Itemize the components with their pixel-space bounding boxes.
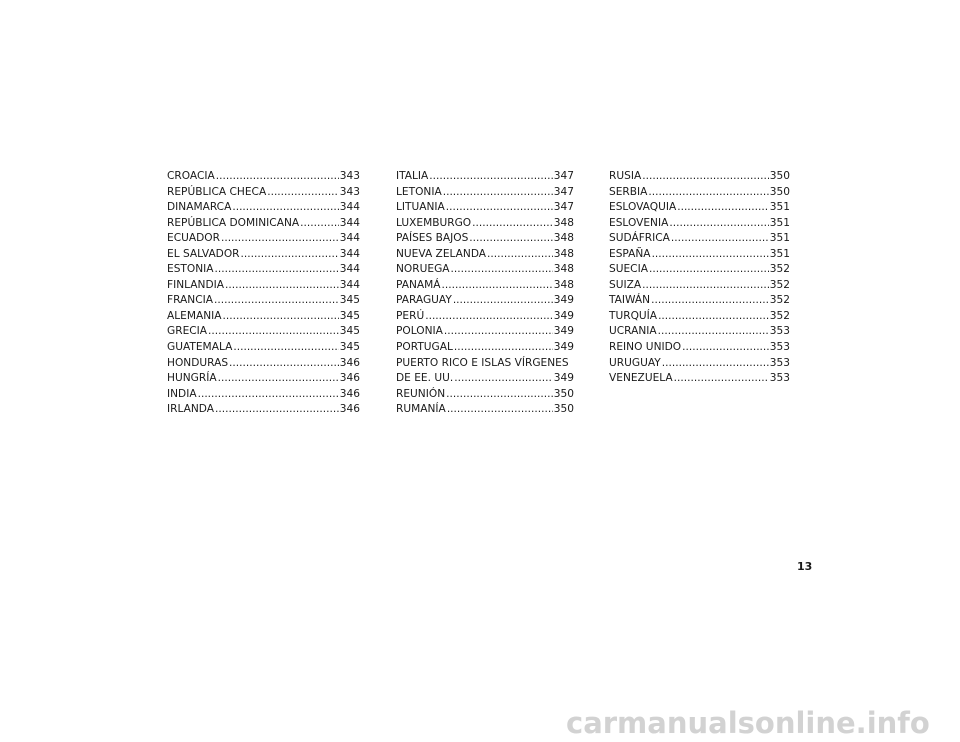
index-entry-page: 352 bbox=[769, 263, 790, 276]
dot-leader bbox=[233, 340, 338, 356]
index-entry-name: REINO UNIDO bbox=[609, 341, 682, 354]
index-entry bbox=[167, 216, 360, 232]
index-entry-page: 344 bbox=[339, 263, 360, 276]
index-column-1 bbox=[167, 169, 360, 418]
dot-leader bbox=[677, 200, 769, 216]
index-entry-name: FRANCIA bbox=[167, 294, 213, 307]
index-entry bbox=[167, 169, 360, 185]
dot-leader bbox=[208, 324, 339, 340]
index-entry bbox=[167, 356, 360, 372]
index-entry-page: 347 bbox=[553, 201, 574, 214]
index-entry-page: 346 bbox=[339, 372, 360, 385]
index-entry-page: 353 bbox=[769, 325, 790, 338]
index-entry bbox=[167, 293, 360, 309]
index-entry-name: TAIWÁN bbox=[609, 294, 651, 307]
dot-leader bbox=[218, 371, 339, 387]
dot-leader bbox=[454, 340, 553, 356]
index-entry-page: 353 bbox=[769, 341, 790, 354]
index-entry-page: 353 bbox=[769, 356, 790, 369]
index-entry-page: 349 bbox=[553, 294, 574, 307]
index-entry-name: REUNIÓN bbox=[396, 387, 446, 400]
dot-leader bbox=[446, 200, 553, 216]
index-entry-page: 352 bbox=[769, 294, 790, 307]
index-entry bbox=[167, 387, 360, 403]
index-entry-page: 347 bbox=[553, 185, 574, 198]
dot-leader bbox=[658, 324, 769, 340]
index-entry-name: DE EE. UU. bbox=[396, 372, 454, 385]
index-entry-name: SERBIA bbox=[609, 185, 648, 198]
index-entry-page: 350 bbox=[553, 403, 574, 416]
index-entry bbox=[609, 278, 790, 294]
page-number: 13 bbox=[797, 560, 813, 573]
index-entry-page: 348 bbox=[553, 232, 574, 245]
dot-leader bbox=[649, 262, 769, 278]
index-entry-name: SUECIA bbox=[609, 263, 648, 276]
index-entry-name: INDIA bbox=[167, 387, 197, 400]
index-entry-name: GRECIA bbox=[167, 325, 208, 338]
dot-leader bbox=[241, 247, 339, 263]
dot-leader bbox=[446, 387, 553, 403]
index-entry bbox=[396, 231, 574, 247]
index-entry bbox=[167, 309, 360, 325]
index-entry-name: URUGUAY bbox=[609, 356, 661, 369]
index-entry bbox=[396, 185, 574, 201]
dot-leader bbox=[267, 185, 339, 201]
index-entry-name: ITALIA bbox=[396, 170, 429, 182]
index-entry-name: REPÚBLICA DOMINICANA bbox=[167, 216, 300, 229]
index-entry-name: IRLANDA bbox=[167, 403, 215, 416]
index-entry bbox=[396, 309, 574, 325]
index-entry-page: 350 bbox=[769, 185, 790, 198]
index-entry-name: ECUADOR bbox=[167, 232, 220, 245]
index-entry bbox=[167, 262, 360, 278]
dot-leader bbox=[453, 293, 553, 309]
index-entry-name: RUMANÍA bbox=[396, 403, 446, 416]
index-entry-name: HUNGRÍA bbox=[167, 372, 217, 385]
dot-leader bbox=[674, 371, 769, 387]
dot-leader bbox=[658, 309, 769, 325]
dot-leader bbox=[642, 169, 769, 185]
index-entry-name: PORTUGAL bbox=[396, 341, 453, 354]
dot-leader bbox=[425, 309, 553, 325]
dot-leader bbox=[469, 231, 552, 247]
index-entry-page: 346 bbox=[339, 403, 360, 416]
index-entry-page: 344 bbox=[339, 247, 360, 260]
dot-leader bbox=[682, 340, 769, 356]
index-entry bbox=[609, 200, 790, 216]
dot-leader bbox=[229, 356, 339, 372]
index-entry-name: FINLANDIA bbox=[167, 278, 224, 291]
dot-leader bbox=[214, 293, 339, 309]
index-entry-name: PUERTO RICO E ISLAS VÍRGENES bbox=[396, 356, 569, 369]
dot-leader bbox=[454, 371, 553, 387]
dot-leader bbox=[652, 247, 769, 263]
index-entry-page: 346 bbox=[339, 387, 360, 400]
index-entry-name: RUSIA bbox=[609, 170, 642, 182]
index-entry bbox=[396, 387, 574, 403]
dot-leader bbox=[671, 231, 769, 247]
dot-leader bbox=[216, 169, 339, 185]
index-entry-name: PERÚ bbox=[396, 309, 425, 322]
index-entry-page: 351 bbox=[769, 247, 790, 260]
index-entry bbox=[609, 247, 790, 263]
index-column-3 bbox=[609, 169, 790, 387]
index-entry-page: 349 bbox=[553, 325, 574, 338]
index-entry-name: VENEZUELA bbox=[609, 372, 673, 385]
dot-leader bbox=[648, 185, 768, 201]
index-entry-name: GUATEMALA bbox=[167, 341, 233, 354]
index-entry bbox=[609, 371, 790, 387]
index-entry-page: 349 bbox=[553, 309, 574, 322]
index-entry bbox=[609, 356, 790, 372]
index-entry bbox=[609, 169, 790, 185]
dot-leader bbox=[215, 262, 339, 278]
dot-leader bbox=[223, 309, 339, 325]
index-entry bbox=[609, 262, 790, 278]
index-entry-page: 351 bbox=[769, 201, 790, 214]
index-entry bbox=[167, 278, 360, 294]
index-entry-page: 350 bbox=[553, 387, 574, 400]
index-entry-name: ESTONIA bbox=[167, 263, 214, 276]
dot-leader bbox=[429, 169, 552, 185]
index-entry bbox=[396, 247, 574, 263]
index-entry bbox=[396, 340, 574, 356]
index-entry bbox=[396, 293, 574, 309]
dot-leader bbox=[300, 216, 339, 232]
index-entry-page: 344 bbox=[339, 201, 360, 214]
index-entry-page: 351 bbox=[769, 232, 790, 245]
index-entry-name: DINAMARCA bbox=[167, 201, 232, 214]
index-entry-page: 350 bbox=[769, 170, 790, 182]
index-entry-name: LETONIA bbox=[396, 185, 442, 198]
index-entry-name: LITUANIA bbox=[396, 201, 445, 214]
index-entry-name: NORUEGA bbox=[396, 263, 450, 276]
index-entry-name: PANAMÁ bbox=[396, 278, 441, 291]
index-entry bbox=[609, 293, 790, 309]
dot-leader bbox=[487, 247, 553, 263]
index-entry-name: PAÍSES BAJOS bbox=[396, 232, 469, 245]
index-entry-name: NUEVA ZELANDA bbox=[396, 247, 487, 260]
dot-leader bbox=[198, 387, 339, 403]
dot-leader bbox=[669, 216, 768, 232]
index-entry-name: REPÚBLICA CHECA bbox=[167, 185, 267, 198]
index-entry-page: 346 bbox=[339, 356, 360, 369]
index-entry-page: 352 bbox=[769, 309, 790, 322]
dot-leader bbox=[451, 262, 553, 278]
index-entry bbox=[609, 185, 790, 201]
index-entry bbox=[609, 340, 790, 356]
index-entry-name: ESLOVENIA bbox=[609, 216, 669, 229]
index-entry bbox=[167, 185, 360, 201]
index-entry-name: UCRANIA bbox=[609, 325, 657, 338]
index-entry-page: 343 bbox=[339, 185, 360, 198]
dot-leader bbox=[444, 324, 553, 340]
index-entry-page: 348 bbox=[553, 247, 574, 260]
index-entry bbox=[167, 324, 360, 340]
dot-leader bbox=[642, 278, 769, 294]
dot-leader bbox=[232, 200, 338, 216]
index-entry-page: 344 bbox=[339, 216, 360, 229]
index-entry bbox=[167, 247, 360, 263]
index-entry-page: 344 bbox=[339, 232, 360, 245]
watermark-text: carmanualsonline.info bbox=[566, 706, 930, 740]
index-entry-name: ESPAÑA bbox=[609, 247, 651, 260]
index-entry-name: PARAGUAY bbox=[396, 294, 452, 307]
index-entry bbox=[609, 216, 790, 232]
index-entry bbox=[396, 324, 574, 340]
index-entry bbox=[167, 231, 360, 247]
index-entry-page: 344 bbox=[339, 278, 360, 291]
dot-leader bbox=[225, 278, 339, 294]
index-entry-name: POLONIA bbox=[396, 325, 443, 338]
dot-leader bbox=[442, 278, 553, 294]
index-entry-page: 351 bbox=[769, 216, 790, 229]
index-entry bbox=[396, 371, 574, 387]
dot-leader bbox=[651, 293, 769, 309]
dot-leader bbox=[221, 231, 339, 247]
index-entry-page: 348 bbox=[553, 278, 574, 291]
index-entry-page: 348 bbox=[553, 216, 574, 229]
index-column-2 bbox=[396, 169, 574, 418]
dot-leader bbox=[443, 185, 553, 201]
index-entry-name: EL SALVADOR bbox=[167, 247, 240, 260]
index-entry-page: 347 bbox=[553, 170, 574, 182]
index-entry bbox=[396, 169, 574, 185]
index-entry-page: 345 bbox=[339, 294, 360, 307]
index-entry-name: ALEMANIA bbox=[167, 309, 222, 322]
index-entry-page: 345 bbox=[339, 309, 360, 322]
index-entry-page: 343 bbox=[339, 170, 360, 182]
index-entry bbox=[167, 200, 360, 216]
index-entry-page: 345 bbox=[339, 341, 360, 354]
index-entry bbox=[609, 309, 790, 325]
dot-leader bbox=[662, 356, 769, 372]
index-entry bbox=[167, 402, 360, 418]
index-entry-name: SUIZA bbox=[609, 278, 642, 291]
index-entry bbox=[167, 340, 360, 356]
index-entry bbox=[609, 231, 790, 247]
index-entry bbox=[396, 278, 574, 294]
dot-leader bbox=[472, 216, 553, 232]
index-entry-name: CROACIA bbox=[167, 170, 215, 182]
index-entry-page: 348 bbox=[553, 263, 574, 276]
index-entry-page: 349 bbox=[553, 372, 574, 385]
index-entry bbox=[396, 200, 574, 216]
index-entry bbox=[609, 324, 790, 340]
index-entry bbox=[396, 262, 574, 278]
index-entry-page: 353 bbox=[769, 372, 790, 385]
index-entry-name: SUDÁFRICA bbox=[609, 232, 670, 245]
index-entry-page: 345 bbox=[339, 325, 360, 338]
index-entry-page: 349 bbox=[553, 341, 574, 354]
index-entry bbox=[396, 402, 574, 418]
index-entry bbox=[167, 371, 360, 387]
index-entry bbox=[396, 216, 574, 232]
index-entry-name: LUXEMBURGO bbox=[396, 216, 472, 229]
dot-leader bbox=[215, 402, 339, 418]
dot-leader bbox=[447, 402, 553, 418]
index-entry-name: HONDURAS bbox=[167, 356, 229, 369]
index-entry-name: TURQUÍA bbox=[609, 309, 658, 322]
index-entry-name: ESLOVAQUIA bbox=[609, 201, 677, 214]
index-entry-page: 352 bbox=[769, 278, 790, 291]
